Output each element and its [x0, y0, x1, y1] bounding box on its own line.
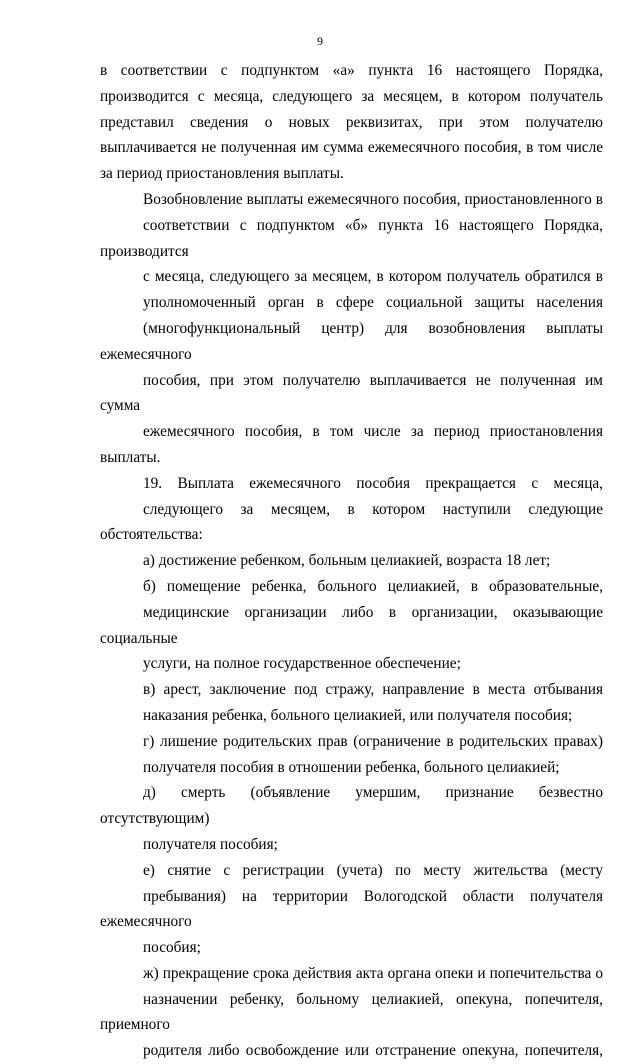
- paragraph: [100, 780, 603, 857]
- text-line: представил сведения о новых реквизитах, при этом получателю: [100, 113, 603, 131]
- paragraph: [100, 58, 603, 187]
- text-line: производится с месяца, следующего за месяцем, в котором получатель: [100, 87, 603, 105]
- paragraph: [100, 574, 603, 677]
- text-line: в) арест, заключение под стражу, направление в места отбывания: [143, 681, 603, 699]
- paragraph: [100, 961, 603, 1064]
- text-line: получателя пособия в отношении ребенка, больного целиакией;: [143, 758, 560, 776]
- text-line: д) смерть (объявление умершим, признание безвестно отсутствующим): [100, 784, 603, 828]
- text-line: ежемесячного пособия, в том числе за период приостановления выплаты.: [100, 423, 603, 466]
- text-line: услуги, на полное государственное обеспечение;: [143, 655, 461, 673]
- text-line: выплачивается не полученная им сумма ежемесячного пособия, в том числе: [100, 139, 603, 157]
- text-line: получателя пособия;: [143, 835, 278, 853]
- text-line: наказания ребенка, больного целиакией, или получателя пособия;: [143, 706, 573, 724]
- text-line: с месяца, следующего за месяцем, в котором получатель обратился в: [143, 268, 603, 286]
- text-line: пособия;: [143, 939, 201, 957]
- text-line: родителя либо освобождение или отстранение опекуна, попечителя,: [143, 1042, 603, 1060]
- text-line: пособия, при этом получателю выплачивается не полученная им сумма: [100, 371, 603, 415]
- text-line: в соответствии с подпунктом «а» пункта 16 настоящего Порядка,: [100, 62, 603, 79]
- text-line: г) лишение родительских прав (ограничение в родительских правах): [143, 732, 603, 750]
- text-line: б) помещение ребенка, больного целиакией, в образовательные,: [143, 577, 603, 595]
- text-line: 19. Выплата ежемесячного пособия прекращается с месяца,: [143, 474, 603, 492]
- text-line: медицинские организации либо в организации, оказывающие социальные: [100, 603, 603, 647]
- paragraph: [100, 729, 603, 781]
- text-line: следующего за месяцем, в котором наступили следующие обстоятельства:: [100, 500, 603, 544]
- text-line: Возобновление выплаты ежемесячного пособия, приостановленного в: [143, 190, 603, 208]
- text-line: за период приостановления выплаты.: [100, 165, 344, 183]
- paragraph: [100, 471, 603, 548]
- text-line: (многофункциональный центр) для возобновления выплаты ежемесячного: [100, 319, 603, 363]
- paragraph: [100, 548, 603, 574]
- text-line: пребывания) на территории Вологодской области получателя ежемесячного: [100, 887, 603, 931]
- document-body: [100, 58, 603, 1064]
- text-line: соответствии с подпунктом «б» пункта 16 настоящего Порядка, производится: [100, 216, 603, 260]
- text-line: е) снятие с регистрации (учета) по месту жительства (месту: [143, 861, 603, 879]
- page-number: 9: [317, 34, 323, 48]
- paragraph: [100, 677, 603, 729]
- text-line: уполномоченный орган в сфере социальной защиты населения: [143, 294, 603, 312]
- text-line: а) достижение ребенком, больным целиакией, возраста 18 лет;: [143, 552, 551, 570]
- text-line: ж) прекращение срока действия акта органа опеки и попечительства о: [143, 964, 603, 982]
- paragraph: [100, 187, 603, 471]
- text-line: назначении ребенку, больному целиакией, опекуна, попечителя, приемного: [100, 990, 603, 1034]
- paragraph: [100, 858, 603, 961]
